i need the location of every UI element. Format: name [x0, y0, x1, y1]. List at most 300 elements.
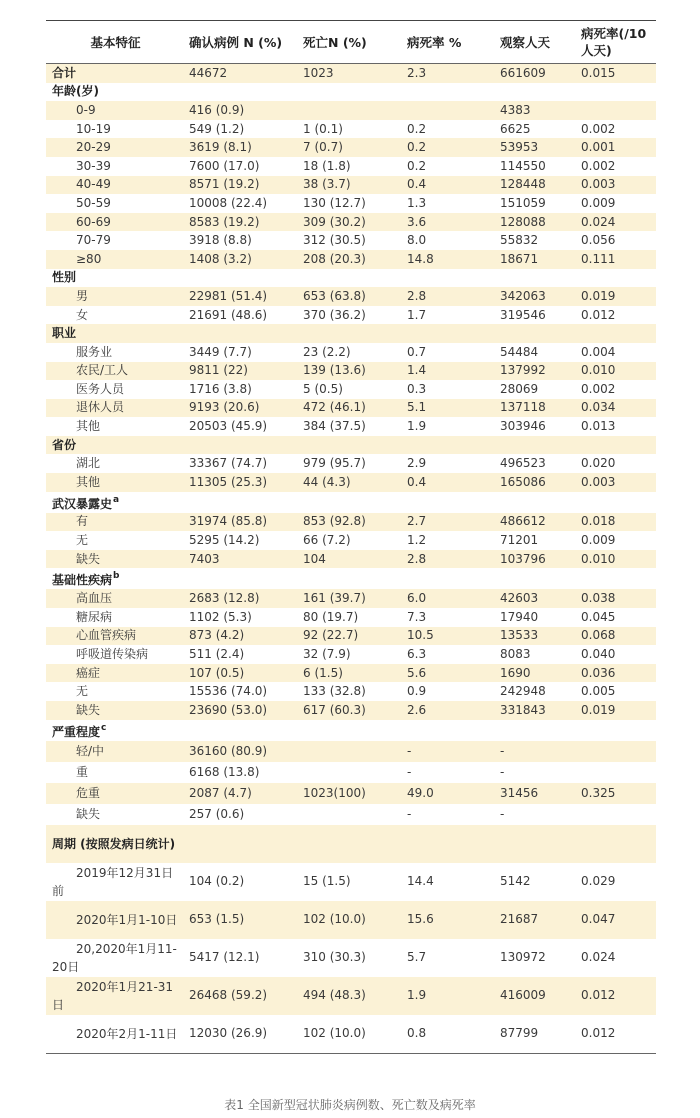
cell-deaths: 310 (30.3) [303, 950, 366, 965]
cell-fatality-rate: 7.3 [407, 609, 427, 624]
table-row [46, 513, 656, 532]
cell-fatality-rate: 2.9 [407, 456, 427, 471]
cell-deaths: 92 (22.7) [299, 627, 403, 646]
row-label: 服务业 [76, 344, 113, 359]
cell-confirmed: 21691 (48.6) [189, 307, 268, 322]
footnote-marker: c [101, 722, 107, 733]
row-label: 医务人员 [76, 381, 125, 396]
cell-deaths: 38 (3.7) [299, 176, 403, 195]
cell-confirmed: 1716 (3.8) [189, 381, 252, 396]
cell-fatality-rate: 1.2 [407, 533, 427, 548]
table-row [46, 804, 656, 825]
cell-person-days: 53953 [496, 138, 577, 157]
cell-confirmed: 11305 (25.3) [185, 473, 299, 492]
cell-mortality-rate [577, 762, 656, 783]
row-label: 轻/中 [46, 741, 185, 762]
row-label: 2020年1月21-31日 [46, 977, 185, 1015]
row-label: 70-79 [76, 233, 111, 248]
cell-person-days: 8083 [500, 647, 531, 662]
cell-person-days: 71201 [500, 533, 539, 548]
cell-mortality-rate: 0.012 [577, 1015, 656, 1054]
cell-person-days: - [500, 764, 505, 779]
row-label: 10-19 [76, 121, 111, 136]
cell-person-days: 331843 [496, 701, 577, 720]
table-row [46, 417, 656, 436]
cell-deaths: 23 (2.2) [303, 344, 351, 359]
category-label [46, 269, 656, 288]
table-row [46, 627, 656, 646]
cell-person-days: 42603 [496, 589, 577, 608]
row-label: 其他 [46, 473, 185, 492]
table-row [46, 762, 656, 783]
table-row [46, 741, 656, 762]
table-row [46, 64, 656, 83]
row-label: 危重 [46, 783, 185, 804]
cell-confirmed: 9193 (20.6) [185, 399, 299, 418]
cell-confirmed: 8583 (19.2) [185, 213, 299, 232]
row-label: 高血压 [46, 589, 185, 608]
category-row [46, 825, 656, 863]
header-confirmed-cases: 确认病例 N (%) [185, 21, 299, 64]
table-row [46, 306, 656, 325]
cell-deaths: 104 [299, 550, 403, 569]
row-label: 缺失 [76, 806, 101, 821]
cell-person-days: 128448 [496, 176, 577, 195]
cell-mortality-rate: 0.005 [581, 684, 616, 699]
header-deaths: 死亡N (%) [299, 21, 403, 64]
cell-person-days: 13533 [496, 627, 577, 646]
cell-fatality-rate: 0.4 [403, 473, 496, 492]
table-row [46, 473, 656, 492]
cell-person-days: 28069 [500, 381, 539, 396]
row-label: 2019年12月31日前 [52, 865, 174, 898]
category-label [46, 568, 656, 589]
row-label: 20-29 [46, 138, 185, 157]
cell-mortality-rate: 0.015 [577, 64, 656, 83]
cell-person-days: 303946 [500, 419, 546, 434]
row-label: 50-59 [76, 195, 111, 210]
cell-fatality-rate: 2.6 [403, 701, 496, 720]
category-row [46, 269, 656, 288]
row-label: 无 [76, 684, 89, 699]
cell-deaths: 617 (60.3) [299, 701, 403, 720]
row-label: 40-49 [46, 176, 185, 195]
cell-mortality-rate: 0.002 [581, 381, 616, 396]
cell-confirmed: 6168 (13.8) [189, 764, 260, 779]
cell-deaths: 44 (4.3) [299, 473, 403, 492]
cell-person-days: 31456 [496, 783, 577, 804]
cell-mortality-rate: 0.068 [577, 627, 656, 646]
cell-fatality-rate: 2.3 [403, 64, 496, 83]
table-row [46, 608, 656, 627]
cell-fatality-rate: 2.8 [403, 287, 496, 306]
table-row [46, 1015, 656, 1054]
cell-confirmed: 10008 (22.4) [189, 195, 268, 210]
cell-fatality-rate: 0.2 [407, 158, 427, 173]
cell-confirmed: 36160 (80.9) [185, 741, 299, 762]
cell-confirmed: 7403 [185, 550, 299, 569]
cell-person-days: 54484 [500, 344, 539, 359]
cell-person-days: 661609 [496, 64, 577, 83]
cell-mortality-rate: 0.029 [581, 874, 616, 889]
table-row [46, 362, 656, 381]
cell-deaths: 6 (1.5) [299, 664, 403, 683]
cell-person-days: 21687 [496, 901, 577, 939]
cell-person-days: 6625 [500, 121, 531, 136]
header-characteristic: 基本特征 [46, 21, 185, 64]
cell-mortality-rate: 0.325 [577, 783, 656, 804]
row-label: 心血管疾病 [46, 627, 185, 646]
table-row [46, 645, 656, 664]
category-text: 性别 [52, 270, 77, 285]
header-row [46, 21, 656, 64]
cell-fatality-rate: 2.8 [403, 550, 496, 569]
cell-mortality-rate: 0.056 [581, 233, 616, 248]
cell-person-days: 17940 [500, 609, 539, 624]
category-row [46, 720, 656, 741]
cell-deaths: 102 (10.0) [299, 1015, 403, 1054]
category-label [46, 492, 656, 513]
cell-fatality-rate: 0.2 [403, 138, 496, 157]
table-row [46, 531, 656, 550]
cell-fatality-rate [403, 101, 496, 120]
footnote-marker: b [113, 571, 120, 582]
row-label: 呼吸道传染病 [76, 647, 149, 662]
header-person-days: 观察人天 [496, 21, 577, 64]
cell-confirmed: 104 (0.2) [189, 874, 245, 889]
cell-mortality-rate: 0.040 [581, 647, 616, 662]
category-text: 周期 (按照发病日统计) [52, 836, 176, 851]
cell-deaths: 7 (0.7) [299, 138, 403, 157]
footnote-marker: a [113, 494, 120, 505]
cell-person-days: 18671 [496, 250, 577, 269]
cell-confirmed: 22981 (51.4) [185, 287, 299, 306]
cell-person-days: 242948 [500, 684, 546, 699]
cell-deaths: 653 (63.8) [299, 287, 403, 306]
cell-mortality-rate [577, 741, 656, 762]
cell-fatality-rate: 15.6 [403, 901, 496, 939]
cell-confirmed: 257 (0.6) [189, 806, 245, 821]
header-case-fatality-rate: 病死率 % [403, 21, 496, 64]
cell-mortality-rate: 0.003 [577, 176, 656, 195]
cell-fatality-rate: 14.4 [407, 874, 434, 889]
cell-mortality-rate: 0.001 [577, 138, 656, 157]
cell-mortality-rate: 0.045 [581, 609, 616, 624]
cell-person-days: 87799 [496, 1015, 577, 1054]
cell-confirmed: 23690 (53.0) [185, 701, 299, 720]
cell-deaths: 161 (39.7) [299, 589, 403, 608]
cell-mortality-rate: 0.111 [577, 250, 656, 269]
cell-confirmed: 2087 (4.7) [185, 783, 299, 804]
table-row [46, 213, 656, 232]
cell-deaths: 979 (95.7) [303, 456, 366, 471]
cell-deaths: 80 (19.7) [303, 609, 359, 624]
cell-confirmed: 20503 (45.9) [189, 419, 268, 434]
table-header [46, 21, 656, 64]
cell-deaths [299, 762, 403, 783]
cell-fatality-rate: 1.9 [403, 977, 496, 1015]
table-row [46, 194, 656, 213]
row-label: 合计 [46, 64, 185, 83]
category-label [46, 436, 656, 455]
row-label: ≥80 [46, 250, 185, 269]
category-text: 严重程度 [52, 724, 101, 739]
cell-mortality-rate: 0.024 [577, 213, 656, 232]
cell-mortality-rate: 0.009 [581, 533, 616, 548]
cell-fatality-rate: 5.1 [403, 399, 496, 418]
cell-person-days: 416009 [496, 977, 577, 1015]
cell-person-days: 130972 [500, 950, 546, 965]
cell-fatality-rate: 5.6 [403, 664, 496, 683]
cell-confirmed: 12030 (26.9) [185, 1015, 299, 1054]
cell-deaths: 1023(100) [299, 783, 403, 804]
row-label: 2020年2月1-11日 [46, 1015, 185, 1054]
row-label: 20,2020年1月11-20日 [52, 941, 177, 974]
category-text: 职业 [52, 326, 77, 341]
cell-fatality-rate: 0.3 [407, 381, 427, 396]
category-row [46, 324, 656, 343]
cell-mortality-rate: 0.038 [577, 589, 656, 608]
cell-mortality-rate: 0.012 [577, 977, 656, 1015]
row-label: 男 [46, 287, 185, 306]
cell-mortality-rate: 0.047 [577, 901, 656, 939]
cell-deaths: 309 (30.2) [299, 213, 403, 232]
cell-mortality-rate: 0.020 [581, 456, 616, 471]
cell-confirmed: 3619 (8.1) [185, 138, 299, 157]
cell-deaths: 472 (46.1) [299, 399, 403, 418]
cell-deaths: 130 (12.7) [303, 195, 366, 210]
cell-fatality-rate: 6.0 [403, 589, 496, 608]
cell-mortality-rate: 0.002 [581, 121, 616, 136]
row-label: 湖北 [76, 456, 101, 471]
row-label: 重 [76, 764, 89, 779]
row-label: 女 [76, 307, 89, 322]
table-row [46, 343, 656, 362]
cell-fatality-rate: 3.6 [403, 213, 496, 232]
cell-confirmed: 653 (1.5) [185, 901, 299, 939]
cell-mortality-rate: 0.019 [577, 701, 656, 720]
table-row [46, 399, 656, 418]
statistics-table-container [46, 20, 656, 1054]
table-row [46, 901, 656, 939]
cell-mortality-rate: 0.004 [581, 344, 616, 359]
table-row [46, 176, 656, 195]
cell-deaths: 18 (1.8) [303, 158, 351, 173]
category-label [46, 720, 656, 741]
cell-mortality-rate: 0.010 [577, 362, 656, 381]
cell-fatality-rate: - [407, 806, 412, 821]
header-mortality-per-10-days: 病死率(/10 人天) [577, 21, 656, 64]
cell-fatality-rate: 1.3 [407, 195, 427, 210]
cell-person-days: 103796 [496, 550, 577, 569]
cell-confirmed: 31974 (85.8) [185, 513, 299, 532]
cell-confirmed: 5295 (14.2) [189, 533, 260, 548]
cell-confirmed: 3449 (7.7) [189, 344, 252, 359]
cell-fatality-rate: 8.0 [407, 233, 427, 248]
category-row [46, 568, 656, 589]
table-row [46, 287, 656, 306]
row-label: 30-39 [76, 158, 111, 173]
cell-deaths: 1 (0.1) [303, 121, 343, 136]
row-label: 有 [46, 513, 185, 532]
cell-confirmed: 1408 (3.2) [185, 250, 299, 269]
cell-fatality-rate: 0.8 [403, 1015, 496, 1054]
cell-deaths: 312 (30.5) [303, 233, 366, 248]
category-row [46, 436, 656, 455]
cell-mortality-rate: 0.012 [581, 307, 616, 322]
table-row [46, 783, 656, 804]
cell-fatality-rate: - [403, 741, 496, 762]
table-row [46, 380, 656, 399]
cell-fatality-rate: 0.7 [407, 344, 427, 359]
cell-fatality-rate: 49.0 [403, 783, 496, 804]
cell-fatality-rate: 14.8 [403, 250, 496, 269]
cell-fatality-rate: 10.5 [403, 627, 496, 646]
cell-mortality-rate: 0.003 [577, 473, 656, 492]
category-text: 基础性疾病 [52, 573, 113, 588]
cell-confirmed: 33367 (74.7) [189, 456, 268, 471]
table-row [46, 701, 656, 720]
cell-confirmed: 7600 (17.0) [189, 158, 260, 173]
cell-fatality-rate: 2.7 [403, 513, 496, 532]
cell-deaths: 139 (13.6) [299, 362, 403, 381]
cell-fatality-rate: 5.7 [407, 950, 427, 965]
table-row [46, 101, 656, 120]
cell-fatality-rate: 0.2 [407, 121, 427, 136]
category-text: 武汉暴露史 [52, 496, 113, 511]
cell-person-days: 55832 [500, 233, 539, 248]
table-row [46, 157, 656, 176]
row-label: 糖尿病 [76, 609, 113, 624]
row-label: 2020年1月1-10日 [46, 901, 185, 939]
cell-mortality-rate [577, 804, 656, 825]
table-row [46, 454, 656, 473]
table-row [46, 664, 656, 683]
cell-person-days: 342063 [496, 287, 577, 306]
cell-confirmed: 26468 (59.2) [185, 977, 299, 1015]
cell-fatality-rate: - [407, 764, 412, 779]
cell-confirmed: 416 (0.9) [185, 101, 299, 120]
table-row [46, 231, 656, 250]
cell-deaths: 5 (0.5) [303, 381, 343, 396]
cell-deaths: 494 (48.3) [299, 977, 403, 1015]
cell-confirmed: 5417 (12.1) [189, 950, 260, 965]
row-label: 无 [76, 533, 89, 548]
cell-deaths: 853 (92.8) [299, 513, 403, 532]
cell-deaths: 133 (32.8) [303, 684, 366, 699]
cell-mortality-rate: 0.018 [577, 513, 656, 532]
cell-deaths: 1023 [299, 64, 403, 83]
cell-deaths: 384 (37.5) [303, 419, 366, 434]
cell-confirmed: 1102 (5.3) [189, 609, 252, 624]
table-row [46, 863, 656, 901]
row-label: 60-69 [46, 213, 185, 232]
table-row [46, 550, 656, 569]
table-caption: 表1 全国新型冠状肺炎病例数、死亡数及病死率 [224, 1098, 476, 1112]
cell-person-days: 5142 [500, 874, 531, 889]
cell-person-days: 114550 [500, 158, 546, 173]
cell-mortality-rate [577, 101, 656, 120]
cell-confirmed: 549 (1.2) [189, 121, 245, 136]
cell-confirmed: 873 (4.2) [185, 627, 299, 646]
cell-confirmed: 107 (0.5) [185, 664, 299, 683]
cell-deaths: 66 (7.2) [303, 533, 351, 548]
cell-deaths: 208 (20.3) [299, 250, 403, 269]
cell-person-days: 319546 [500, 307, 546, 322]
category-text: 省份 [52, 437, 77, 452]
table-row [46, 589, 656, 608]
cell-deaths [299, 804, 403, 825]
cell-confirmed: 3918 (8.8) [189, 233, 252, 248]
cell-confirmed: 15536 (74.0) [189, 684, 268, 699]
cell-person-days: 486612 [496, 513, 577, 532]
row-label: 其他 [76, 419, 101, 434]
table-body [46, 64, 656, 1054]
category-text: 年龄(岁) [52, 84, 99, 99]
cell-fatality-rate: 1.7 [407, 307, 427, 322]
row-label: 癌症 [46, 664, 185, 683]
cell-confirmed: 2683 (12.8) [185, 589, 299, 608]
cell-fatality-rate: 1.9 [407, 419, 427, 434]
cell-person-days: 151059 [500, 195, 546, 210]
cell-person-days: 496523 [500, 456, 546, 471]
cell-person-days: - [500, 806, 505, 821]
row-label: 0-9 [46, 101, 185, 120]
cell-confirmed: 9811 (22) [185, 362, 299, 381]
table-row [46, 250, 656, 269]
category-row [46, 492, 656, 513]
category-label [46, 324, 656, 343]
table-row [46, 682, 656, 701]
cell-fatality-rate: 0.9 [407, 684, 427, 699]
cell-person-days: 137992 [496, 362, 577, 381]
cell-fatality-rate: 0.4 [403, 176, 496, 195]
row-label: 农民/工人 [46, 362, 185, 381]
cell-person-days: 137118 [496, 399, 577, 418]
category-label [46, 825, 656, 863]
cell-confirmed: 8571 (19.2) [185, 176, 299, 195]
cell-confirmed: 511 (2.4) [189, 647, 245, 662]
cell-person-days: 4383 [496, 101, 577, 120]
cell-mortality-rate: 0.019 [577, 287, 656, 306]
table-row [46, 138, 656, 157]
table-row [46, 977, 656, 1015]
cell-mortality-rate: 0.024 [581, 950, 616, 965]
table-row [46, 120, 656, 139]
row-label: 退休人员 [46, 399, 185, 418]
cell-confirmed: 44672 [185, 64, 299, 83]
cell-fatality-rate: 6.3 [407, 647, 427, 662]
table-row [46, 939, 656, 977]
cell-deaths: 370 (36.2) [303, 307, 366, 322]
cell-person-days: 128088 [496, 213, 577, 232]
cell-mortality-rate: 0.009 [581, 195, 616, 210]
cell-fatality-rate: 1.4 [403, 362, 496, 381]
category-label [46, 83, 656, 102]
cell-deaths: 15 (1.5) [303, 874, 351, 889]
category-row [46, 83, 656, 102]
cell-deaths [299, 741, 403, 762]
statistics-table [46, 20, 656, 1054]
cell-person-days: 165086 [496, 473, 577, 492]
cell-deaths [299, 101, 403, 120]
cell-mortality-rate: 0.010 [577, 550, 656, 569]
cell-person-days: 1690 [496, 664, 577, 683]
cell-mortality-rate: 0.034 [577, 399, 656, 418]
cell-mortality-rate: 0.036 [577, 664, 656, 683]
row-label: 缺失 [46, 550, 185, 569]
cell-mortality-rate: 0.002 [581, 158, 616, 173]
